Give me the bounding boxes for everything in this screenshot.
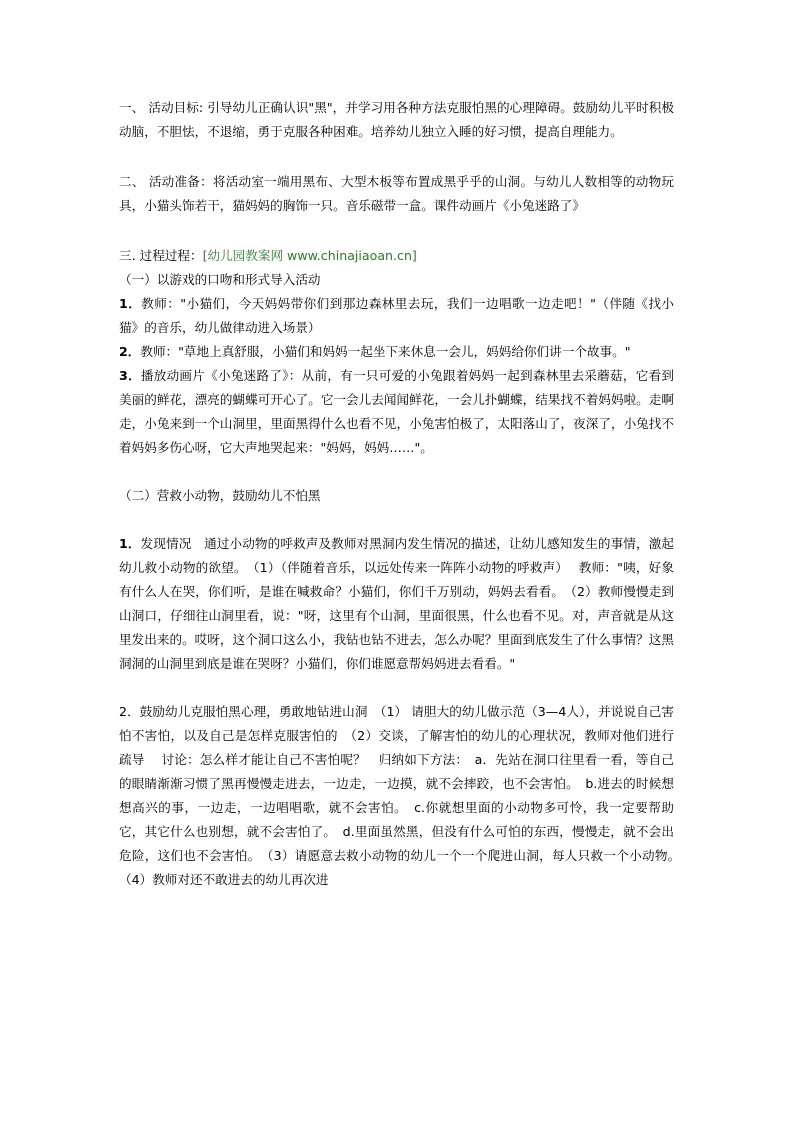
activity-goal: 一、 活动目标: 引导幼儿正确认识"黑"，并学习用各种方法克服怕黑的心理障碍。鼓励幼儿平时积极动脑，不胆怯，不退缩，勇于克服各种困难。培养幼儿独立入睡的好习惯，提高自理能力。	[119, 100, 674, 139]
process-heading	[119, 244, 674, 268]
document-page	[119, 96, 687, 892]
process-label: 三. 过程过程：	[119, 248, 203, 263]
step-2-number: 2．	[119, 344, 141, 359]
step-1	[119, 292, 674, 340]
step-3	[119, 364, 674, 460]
step-2-text: 教师："草地上真舒服，小猫们和妈妈一起坐下来休息一会儿，妈妈给你们讲一个故事。"	[140, 344, 631, 359]
step-2	[119, 340, 674, 364]
rescue-step-1-number: 1．	[119, 536, 141, 551]
step-3-text: 播放动画片《小兔迷路了》：从前，有一只可爱的小兔跟着妈妈一起到森林里去采蘑菇，它看到美丽的鲜花，漂亮的蝴蝶可开心了。它一会儿去闻闻鲜花，一会儿扑蝴蝶，结果找不着妈妈啦。走啊走，小兔来到一个山洞里，里面黑得什么也看不见，小兔害怕极了，太阳落山了，夜深了，小兔找不着妈妈多伤心呀，它大声地哭起来："妈妈，妈妈……"。	[119, 368, 675, 455]
step-3-number: 3．	[119, 368, 141, 383]
rescue-step-2: 2．鼓励幼儿克服怕黑心理，勇敢地钻进山洞 （1） 请胆大的幼儿做示范（3—4人），并说说自己害怕不害怕，以及自己是怎样克服害怕的 （2）交谈，了解害怕的幼儿的心理状况，教师对他们进行疏导 讨论：怎么样才能让自己不害怕呢？ 归纳如下方法： a．先站在洞口往里看一看，等自己的眼睛渐渐习惯了黑再慢慢走进去，一边走，一边摸，就不会摔跤，也不会害怕。 b.进去的时候想想高兴的事，一边走，一边唱唱歌，就不会害怕。 c.你就想里面的小动物多可怜，我一定要帮助它，其它什么也别想，就不会害怕了。 d.里面虽然黑，但没有什么可怕的东西，慢慢走，就不会出危险，这们也不会害怕。 （3）请愿意去救小动物的幼儿一个一个爬进山洞，每人只救一个小动物。 （4）教师对还不敢进去的幼儿再次进	[119, 704, 687, 887]
step-1-number: 1．	[119, 296, 142, 311]
subheading-rescue: （二）营救小动物，鼓励幼儿不怕黑	[119, 488, 321, 503]
rescue-step-1	[119, 532, 674, 676]
activity-preparation: 二、 活动准备：将活动室一端用黑布、大型木板等布置成黑乎乎的山洞。与幼儿人数相等的动物玩具，小猫头饰若干，猫妈妈的胸饰一只。音乐磁带一盒。课件动画片《小兔迷路了》	[119, 174, 674, 213]
rescue-step-1-text: 发现情况 通过小动物的呼救声及教师对黑洞内发生情况的描述，让幼儿感知发生的事情，激起幼儿救小动物的欲望。 （1）（伴随着音乐，以远处传来一阵阵小动物的呼救声） 教师："咦，好象有什么人在哭，你们听，是谁在喊救命？小猫们，你们千万别动，妈妈去看看。 （2）教师慢慢走到山洞口，仔细往山洞里看，说："呀，这里有个山洞，里面很黑，什么也看不见。对，声音就是从这里发出来的。哎呀，这个洞口这么小，我钻也钻不进去，怎么办呢？里面到底发生了什么事情？这黑洞洞的山洞里到底是谁在哭呀？小猫们，你们谁愿意帮妈妈进去看看。"	[119, 536, 674, 671]
source-link[interactable]: [幼儿园教案网 www.chinajiaoan.cn]	[202, 248, 417, 263]
subheading-intro: （一）以游戏的口吻和形式导入活动	[119, 272, 321, 287]
step-1-text: 教师："小猫们，今天妈妈带你们到那边森林里去玩，我们一边唱歌一边走吧！"（伴随《找小猫》的音乐，幼儿做律动进入场景）	[119, 296, 674, 335]
